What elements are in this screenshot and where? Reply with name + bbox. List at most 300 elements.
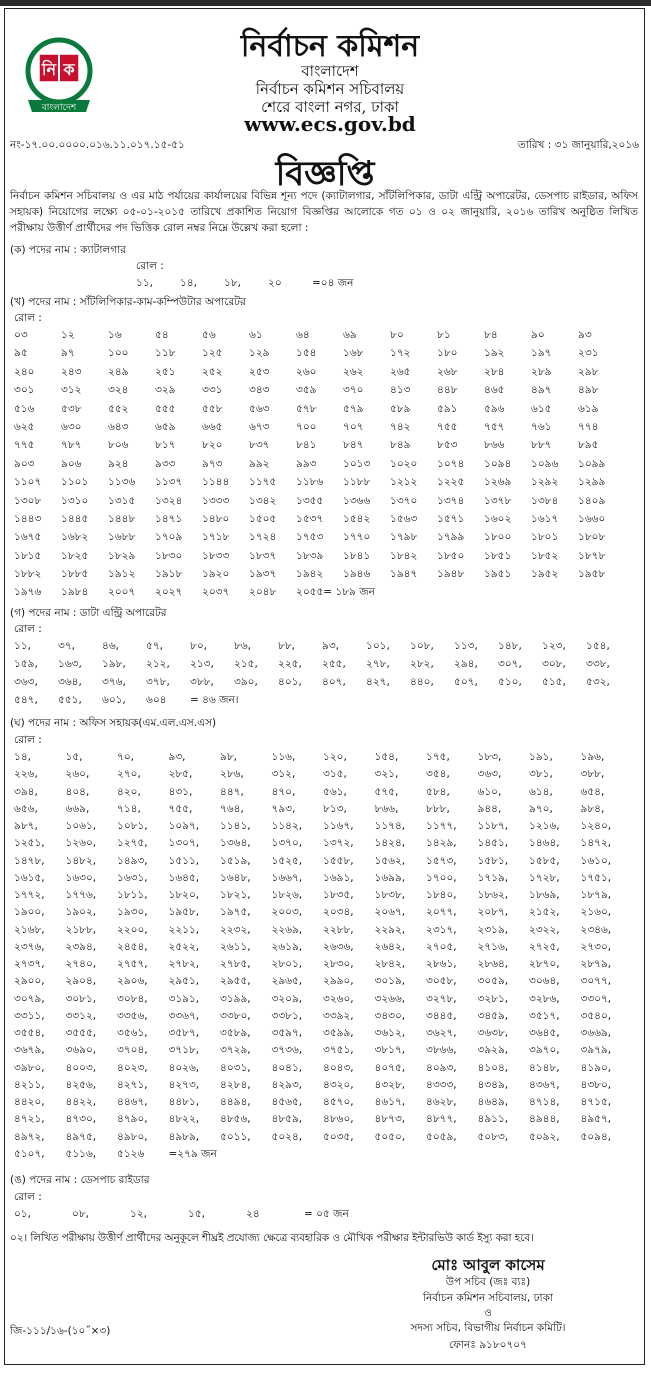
roll-number: =০৪ জন bbox=[312, 277, 354, 289]
roll-number: ৩২৯ bbox=[155, 384, 176, 397]
roll-number: ১৬০২ bbox=[484, 512, 512, 525]
roll-number: ২৬০, bbox=[65, 768, 90, 781]
roll-number: ১৩১৫ bbox=[108, 494, 136, 507]
roll-number: ৩৬৬৯, bbox=[580, 1027, 612, 1039]
roll-number: ১৩১০ bbox=[61, 494, 89, 507]
roll-number: ১৮২৯ bbox=[108, 549, 136, 562]
roll-number: ২৯০০, bbox=[14, 975, 45, 988]
roll-number: ২৮৪ bbox=[484, 365, 505, 378]
stenographer-roll-label: রোল : bbox=[14, 312, 42, 324]
roll-number: ১০২০ bbox=[390, 457, 418, 470]
roll-number: ৪৯৫৭, bbox=[580, 1113, 612, 1126]
top-border bbox=[0, 0, 651, 6]
roll-number: ৫১০৭, bbox=[14, 1147, 45, 1160]
roll-number: ৫১২৬ bbox=[117, 1147, 145, 1160]
roll-number: ১৫৪, bbox=[374, 751, 399, 763]
roll-number: ১৫৬৩ bbox=[390, 512, 418, 525]
roll-number: ৩২৪ bbox=[108, 384, 129, 397]
roll-number: ৫৯১ bbox=[437, 402, 458, 415]
roll-number: ৩৯৭০, bbox=[529, 1044, 560, 1057]
secretariat-name: নির্বাচন কমিশন সচিবালয় bbox=[255, 80, 405, 98]
roll-number: ১৮৩৭ bbox=[249, 549, 277, 562]
roll-number: ২৮৪২, bbox=[374, 958, 406, 970]
roll-number: =২৭৯ জন bbox=[168, 1147, 217, 1160]
roll-number: ১৪৬৪, bbox=[529, 837, 560, 850]
roll-number: ১৭২ bbox=[390, 347, 411, 360]
roll-number: ১৮০০ bbox=[484, 531, 512, 544]
roll-number: ৩৬৩, bbox=[477, 768, 502, 781]
roll-number: ৯৩, bbox=[168, 751, 186, 763]
roll-number: ১১৭৪, bbox=[374, 820, 406, 832]
roll-number: ১২৫১, bbox=[14, 837, 45, 850]
roll-number: ৩৮৮, bbox=[190, 676, 214, 688]
roll-number: ৪০২৩, bbox=[117, 1061, 148, 1074]
roll-number: ২৪৯ bbox=[108, 365, 129, 378]
roll-number: ১৯৭৫, bbox=[220, 906, 251, 919]
roll-number: ৪৩৬৭, bbox=[529, 1078, 560, 1091]
roll-number: ২৬৫ bbox=[390, 365, 411, 378]
roll-number: ১৯৪৮ bbox=[437, 568, 465, 581]
roll-number: ১১৩, bbox=[454, 640, 478, 652]
roll-number: ৬৫৯ bbox=[155, 420, 176, 433]
roll-number: ৬০১, bbox=[102, 694, 126, 706]
roll-number: ১৫২৫, bbox=[271, 854, 303, 867]
roll-number: ১৫৬২, bbox=[374, 854, 406, 867]
roll-number: ১৩০৭, bbox=[168, 837, 200, 850]
roll-number: ১৮০৮ bbox=[578, 531, 606, 544]
roll-number: ১০৯৪ bbox=[484, 457, 512, 470]
roll-number: ৫০৫০, bbox=[374, 1130, 406, 1143]
roll-number: ৭৭৪ bbox=[578, 420, 599, 433]
roll-number: ৩০১ bbox=[14, 384, 35, 397]
roll-number: ৩৭১৮, bbox=[168, 1044, 200, 1057]
roll-number: ৪০৯৩, bbox=[426, 1061, 457, 1074]
roll-number: ১৫৮১, bbox=[477, 854, 509, 867]
roll-number: ৪৯১১, bbox=[477, 1113, 509, 1126]
roll-number: ৩৬৩৮, bbox=[477, 1027, 509, 1039]
roll-number: ৪৯৭ bbox=[531, 384, 552, 397]
roll-number: ১৪৪৩ bbox=[14, 512, 42, 525]
roll-number: ২৯০৬, bbox=[117, 975, 148, 988]
roll-number: ১৪, bbox=[14, 751, 31, 763]
roll-number: ১১৬৭, bbox=[323, 820, 354, 832]
roll-number: ১৫৭৩, bbox=[426, 854, 457, 867]
roll-number: ৫০৯২, bbox=[529, 1130, 560, 1143]
roll-number: ৬১৯ bbox=[578, 402, 599, 415]
roll-number: ১৭৫, bbox=[426, 751, 450, 763]
roll-number: ৩৩৯২, bbox=[323, 1009, 354, 1022]
roll-number: ২৬৮ bbox=[437, 365, 458, 378]
roll-number: ১৮৫০ bbox=[437, 549, 465, 562]
roll-number: ৩৮৬৬, bbox=[426, 1044, 457, 1057]
roll-number: ৩১২ bbox=[61, 384, 82, 397]
roll-number: ১৬৮২ bbox=[61, 531, 89, 544]
roll-number: ৪৬৫ bbox=[484, 384, 505, 397]
roll-number: ১৮৪১ bbox=[343, 549, 371, 562]
roll-number: ১৭৭০ bbox=[343, 531, 371, 544]
roll-number: ৮৮৭ bbox=[531, 439, 552, 452]
roll-number: ১৬৪৫, bbox=[168, 871, 200, 884]
roll-number: ৫৭৫, bbox=[374, 785, 399, 798]
roll-number: ৩২৮৬, bbox=[529, 992, 560, 1005]
roll-number: ১৯২ bbox=[484, 347, 505, 360]
roll-number: ৪০৭, bbox=[322, 676, 346, 688]
roll-number: ১৯৪৬ bbox=[343, 568, 371, 581]
roll-number: ৮৪১ bbox=[296, 439, 317, 452]
roll-number: ৪০৪১, bbox=[271, 1061, 303, 1074]
roll-number: ১৮৬২, bbox=[477, 889, 509, 901]
roll-number: ৩১৯১, bbox=[168, 992, 200, 1005]
roll-number: ৬৫৪, bbox=[580, 785, 605, 798]
roll-number: ৪০৭৫, bbox=[374, 1061, 406, 1074]
roll-number: ৬৫৬, bbox=[14, 802, 38, 815]
roll-number: ২৭৮২, bbox=[168, 958, 200, 970]
roll-number: ৪৩১, bbox=[168, 785, 193, 798]
roll-number: ২৮৭৯, bbox=[580, 958, 612, 970]
roll-number: ৬৯ bbox=[343, 329, 357, 341]
roll-number: ৩৭৮, bbox=[146, 676, 170, 688]
roll-number: ৪৯৭২, bbox=[14, 1130, 45, 1143]
roll-number: ১৬৮৮ bbox=[108, 531, 136, 544]
section-office-assistant-heading: (ঘ) পদের নাম : অফিস সহায়ক(এম.এল.এস.এস) bbox=[10, 717, 217, 729]
roll-number: ১৯১২ bbox=[108, 568, 136, 581]
roll-number: ১৯৪২ bbox=[296, 568, 324, 581]
roll-number: ২৩২২, bbox=[529, 923, 560, 936]
roll-number: ২৯৮ bbox=[578, 365, 599, 378]
roll-number: ৪৮৭৭, bbox=[426, 1113, 457, 1126]
roll-number: ৭৭৫ bbox=[14, 439, 35, 452]
roll-number: ২৬১৯, bbox=[271, 940, 303, 953]
roll-number: ৩৩৮০, bbox=[220, 1009, 251, 1022]
roll-number: ১০৭৪ bbox=[437, 457, 465, 470]
roll-number: ৬৪৩ bbox=[108, 420, 129, 433]
roll-number: ১৭৫১, bbox=[580, 871, 612, 884]
roll-number: ৭১৪, bbox=[117, 802, 141, 815]
roll-number: ২৭৮৫, bbox=[220, 958, 251, 970]
roll-number: ১৫৪ bbox=[296, 347, 317, 360]
roll-number: ৯৩, bbox=[322, 640, 339, 652]
roll-number: ৪১৪৮, bbox=[529, 1061, 560, 1074]
roll-number: ১৩৬৪, bbox=[220, 837, 251, 850]
roll-number: ১২৬৯ bbox=[484, 476, 512, 489]
roll-number: ১২১৬, bbox=[529, 820, 560, 832]
roll-number: ১৮১৫ bbox=[14, 549, 42, 562]
roll-number: ৩৭০ bbox=[343, 384, 364, 397]
roll-number: ৩৭০৪, bbox=[117, 1044, 148, 1057]
roll-number: ৫১৬ bbox=[14, 402, 35, 415]
roll-number: ১০৮১, bbox=[117, 820, 148, 832]
roll-number: ১৯০২, bbox=[65, 906, 97, 919]
roll-number: ৩৫৯৭, bbox=[271, 1027, 303, 1039]
roll-number: ১৭১৮ bbox=[202, 531, 230, 544]
roll-number: ১৯১৮ bbox=[155, 568, 183, 581]
roll-number: ১৩২৪ bbox=[155, 494, 183, 507]
roll-number: ৩৫৫৫, bbox=[65, 1027, 97, 1039]
roll-number: ৮১৭ bbox=[155, 439, 176, 452]
roll-number: ২১৩, bbox=[190, 658, 214, 670]
roll-number: ১৩৬৬ bbox=[343, 494, 371, 507]
roll-number: ১৯০০, bbox=[14, 906, 45, 919]
roll-number: ২৫২২, bbox=[168, 940, 200, 953]
roll-number: ১৮১১, bbox=[117, 889, 148, 901]
roll-number: ৫০৩৫, bbox=[323, 1130, 354, 1143]
roll-number: ৫৭৮ bbox=[296, 402, 317, 415]
roll-number: ১৫১৯, bbox=[220, 854, 251, 867]
roll-number: ৯৯২ bbox=[249, 457, 270, 470]
signatory-title: উপ সচিব (জঃ ব্যঃ) bbox=[445, 1276, 531, 1288]
signatory-office: নির্বাচন কমিশন সচিবালয়, ঢাকা bbox=[423, 1292, 553, 1304]
roll-number: ৬১৫ bbox=[531, 402, 552, 415]
roll-number: ১০৯৬ bbox=[531, 457, 559, 470]
roll-number: ২২৯২, bbox=[374, 923, 406, 936]
roll-number: ১৬৮ bbox=[343, 347, 364, 360]
roll-number: ৪৪৮ bbox=[437, 384, 458, 397]
roll-number: ৯০৩ bbox=[14, 457, 35, 470]
roll-number: ৪৮৫৬, bbox=[220, 1113, 251, 1126]
roll-number: ৩৭৬, bbox=[102, 676, 126, 688]
roll-number: ৪৬, bbox=[102, 640, 119, 652]
roll-number: ৯৫ bbox=[14, 347, 28, 360]
roll-number: ৯০৬ bbox=[61, 457, 82, 470]
roll-number: ৮২০ bbox=[202, 439, 223, 452]
roll-number: ১৯৪৭ bbox=[390, 568, 418, 581]
roll-number: ১২১২ bbox=[390, 476, 418, 489]
roll-number: ১৩৭৮ bbox=[484, 494, 512, 507]
roll-number: ৩৯৭৯, bbox=[580, 1044, 612, 1057]
roll-number: ১১৬, bbox=[271, 751, 296, 763]
roll-number: ৯৯৩ bbox=[296, 457, 317, 470]
roll-number: ২০৩৭ bbox=[202, 586, 230, 599]
roll-number: ১৮০ bbox=[437, 347, 458, 360]
roll-number: ০৩ bbox=[14, 329, 28, 341]
roll-number: ৫০১১, bbox=[220, 1130, 251, 1143]
roll-number: ৫৬৩ bbox=[249, 402, 270, 415]
roll-number: ১২৯২ bbox=[531, 476, 559, 489]
roll-number: ৪২১১, bbox=[14, 1078, 45, 1091]
roll-number: ১৭০০, bbox=[426, 871, 457, 884]
roll-number: ৮৫৩ bbox=[437, 439, 458, 452]
roll-number: ২০৬৭, bbox=[374, 906, 406, 919]
roll-number: ১৮২১, bbox=[220, 889, 251, 901]
roll-number: ১৯৩০, bbox=[117, 906, 148, 919]
roll-number: ১৯৫২ bbox=[531, 568, 559, 581]
roll-number: ৭৫৫, bbox=[168, 802, 193, 815]
roll-number: ১৪৭২, bbox=[580, 837, 612, 850]
cataloguer-roll-label: রোল : bbox=[136, 260, 164, 272]
roll-number: ৫৬১, bbox=[323, 785, 347, 798]
roll-number: ৯৩৩ bbox=[155, 457, 176, 470]
roll-number: ৭০৭ bbox=[343, 420, 364, 433]
roll-number: ৪৪০, bbox=[410, 676, 434, 688]
roll-number: ১৯৬, bbox=[580, 751, 605, 763]
roll-number: ২০৫৫= ১৮৯ জন bbox=[296, 586, 375, 599]
roll-number: ২৯০৪, bbox=[65, 975, 97, 988]
roll-number: ৩৬৯০, bbox=[65, 1044, 97, 1057]
roll-number: ১৮২৬, bbox=[271, 889, 303, 901]
roll-number: ৩৬১২, bbox=[374, 1027, 406, 1039]
roll-number: ৩১৯৯, bbox=[220, 992, 251, 1005]
roll-number: ১৬৯১, bbox=[323, 871, 354, 884]
roll-number: ৪৪২০, bbox=[14, 1096, 45, 1108]
roll-number: ৩৩১২, bbox=[65, 1009, 97, 1022]
roll-number: ১০১৩ bbox=[343, 457, 371, 470]
roll-number: ২২১১, bbox=[168, 923, 200, 936]
roll-number: ৪২৭৩, bbox=[168, 1078, 200, 1091]
roll-number: ৩৯২৯, bbox=[477, 1044, 509, 1057]
roll-number: ১১৩৬ bbox=[108, 476, 136, 489]
roll-number: ৮৬, bbox=[234, 640, 251, 652]
roll-number: ১৯৭৬ bbox=[14, 586, 42, 599]
roll-number: ৪৪৮১, bbox=[168, 1096, 200, 1108]
roll-number: ১৮৬৯, bbox=[529, 889, 560, 901]
roll-number: ৮১ bbox=[437, 329, 451, 341]
roll-number: ২৭৩৭, bbox=[14, 958, 45, 970]
roll-number: ১৭০৯ bbox=[155, 531, 183, 544]
roll-number: ২৮৭০, bbox=[529, 958, 560, 970]
roll-number: ৩৯৮০, bbox=[14, 1061, 45, 1074]
roll-number: ৪৬১৭, bbox=[374, 1096, 406, 1108]
roll-number: ২৪ bbox=[246, 1208, 260, 1220]
section-despatch-rider-heading: (ঙ) পদের নাম : ডেসপাচ রাইডার bbox=[10, 1174, 150, 1186]
roll-number: ২১৫, bbox=[234, 658, 258, 670]
roll-number: ৮৪৭ bbox=[343, 439, 364, 452]
roll-number: ২৯৪, bbox=[454, 658, 478, 670]
roll-number: ২৬২ bbox=[343, 365, 364, 378]
roll-number: ৫৩২, bbox=[586, 676, 610, 688]
roll-number: ১৪, bbox=[180, 277, 197, 289]
roll-number: ৩৫৯৯, bbox=[323, 1027, 354, 1039]
roll-number: ১৮৩, bbox=[477, 751, 502, 763]
roll-number: ১৬৯৯, bbox=[374, 871, 406, 884]
roll-number: ৯৮৪, bbox=[580, 802, 605, 815]
roll-number: ১৩৭০, bbox=[271, 837, 303, 850]
roll-number: ১২৪০, bbox=[580, 820, 612, 832]
roll-number: ১৭৫৩ bbox=[296, 531, 324, 544]
roll-number: ৪৭২১, bbox=[14, 1113, 45, 1126]
office-assistant-roll-label: রোল : bbox=[14, 734, 42, 746]
roll-number: ৪৯৮ bbox=[578, 384, 599, 397]
roll-number: ১২ bbox=[61, 329, 75, 341]
roll-number: ৪০৪, bbox=[65, 785, 90, 798]
roll-number: ৩০৭৭, bbox=[580, 975, 612, 988]
roll-number: ১৪৪৮ bbox=[108, 512, 136, 525]
roll-number: ৩৫৬১, bbox=[117, 1027, 148, 1039]
roll-number: ৫৭৯ bbox=[343, 402, 364, 415]
roll-number: ১৭২৮, bbox=[529, 871, 560, 884]
roll-number: = ০৫ জন bbox=[304, 1208, 349, 1220]
roll-number: ৫১৫, bbox=[542, 676, 566, 688]
roll-number: ৫৭, bbox=[146, 640, 163, 652]
roll-number: ৮০৬ bbox=[108, 439, 129, 452]
roll-number: ২৪০ bbox=[14, 365, 35, 378]
roll-number: ৮৯৫ bbox=[578, 439, 599, 452]
roll-number: ৮০ bbox=[390, 329, 404, 341]
roll-number: ১১৪৪ bbox=[202, 476, 230, 489]
roll-number: ১৯৫৮ bbox=[578, 568, 606, 581]
roll-number: ৩৩৬৭, bbox=[168, 1009, 200, 1022]
roll-number: ৭০, bbox=[117, 751, 134, 763]
roll-number: ৩০৮, bbox=[542, 658, 566, 670]
roll-number: ১৩৮৪ bbox=[531, 494, 559, 507]
roll-number: ৩২৬৬, bbox=[374, 992, 406, 1005]
roll-number: ৯৭৩ bbox=[202, 457, 223, 470]
roll-number: ২০০৭ bbox=[108, 586, 136, 599]
roll-number: ২১৫২, bbox=[529, 906, 560, 919]
roll-number: ৮৮, bbox=[278, 640, 295, 652]
roll-number: ৩৯৪, bbox=[14, 785, 38, 798]
roll-number: ১১৩৭ bbox=[155, 476, 183, 489]
roll-number: ৪২০, bbox=[117, 785, 141, 798]
roll-number: ১২০, bbox=[323, 751, 347, 763]
roll-number: ১২৬০, bbox=[65, 837, 97, 850]
roll-number: ৬৬৯, bbox=[65, 802, 90, 815]
roll-number: ৪৩২০, bbox=[323, 1078, 354, 1091]
roll-number: ১৮৩০ bbox=[155, 549, 183, 562]
roll-number: ১১৮৬ bbox=[296, 476, 324, 489]
roll-number: ১১, bbox=[14, 640, 31, 652]
section-stenographer-heading: (খ) পদের নাম : সাঁটলিপিকার-কাম-কম্পিউটার অপারেটর bbox=[10, 296, 246, 308]
roll-number: ২৬৩৬, bbox=[323, 940, 354, 953]
roll-number: ১৫৪২ bbox=[343, 512, 371, 525]
roll-number: ৯০ bbox=[531, 329, 545, 341]
roll-number: ৫৫১, bbox=[58, 694, 82, 706]
roll-number: ১৩৭০ bbox=[390, 494, 418, 507]
roll-number: ৯৩ bbox=[578, 329, 592, 341]
roll-number: ২৮৫, bbox=[168, 768, 193, 781]
roll-number: ৪০১, bbox=[278, 676, 302, 688]
roll-number: ১৮৮২ bbox=[14, 568, 42, 581]
roll-number: ২৯৯০, bbox=[323, 975, 354, 988]
roll-number: ৮৬৬, bbox=[374, 802, 399, 815]
roll-number: ৩৬৪৫, bbox=[529, 1027, 560, 1039]
roll-number: ৯৮৭, bbox=[14, 820, 38, 832]
ad-code: জি-১১১/১৬-(১০˝×৩) bbox=[10, 1325, 111, 1337]
roll-number: ১৯৭ bbox=[531, 347, 552, 360]
roll-number: ১৫১১, bbox=[168, 854, 200, 867]
roll-number: ৪৬২৮, bbox=[426, 1096, 457, 1108]
roll-number: ৩০৫৯, bbox=[477, 975, 509, 988]
roll-number: ১৮৪২ bbox=[390, 549, 418, 562]
roll-number: ৬৬৫ bbox=[202, 420, 223, 433]
roll-number: ১৮৭৮ bbox=[578, 549, 606, 562]
roll-number: ৫৫২ bbox=[108, 402, 129, 415]
roll-number: ৬০৪ bbox=[146, 694, 167, 706]
roll-number: ১১০৭ bbox=[14, 476, 42, 489]
roll-number: ৪৯৮০, bbox=[117, 1130, 148, 1143]
roll-number: ৭৪২ bbox=[390, 420, 411, 433]
roll-number: ১৩৭৪ bbox=[437, 494, 465, 507]
signatory-role: সদস্য সচিব, বিভাগীয় নির্বাচন কমিটি। bbox=[410, 1322, 566, 1334]
roll-number: ৩৫৮৯, bbox=[220, 1027, 251, 1039]
roll-number: ২৮২, bbox=[410, 658, 434, 670]
roll-number: ১৭৭২, bbox=[14, 889, 45, 901]
roll-number: ৬১০, bbox=[477, 785, 502, 798]
roll-number: ২১৬৮, bbox=[14, 923, 45, 936]
roll-number: ৪০০৩, bbox=[65, 1061, 97, 1074]
roll-number: ৪৯৭৫, bbox=[65, 1130, 97, 1143]
roll-number: ১৮, bbox=[224, 277, 241, 289]
roll-number: ৫৩৮ bbox=[61, 402, 82, 415]
roll-number: ৭০০ bbox=[296, 420, 317, 433]
roll-number: ১২৯ bbox=[249, 347, 270, 360]
roll-number: ১৬৩, bbox=[58, 658, 82, 670]
roll-number: ১৪৯৩, bbox=[117, 854, 148, 867]
roll-number: ১৫৮৫, bbox=[529, 854, 560, 867]
roll-number: ৫৯৬ bbox=[484, 402, 505, 415]
roll-number: ৬৪ bbox=[296, 329, 310, 341]
roll-number: ১৮৮৫ bbox=[61, 568, 89, 581]
roll-number: ২৭৪০, bbox=[65, 958, 97, 970]
